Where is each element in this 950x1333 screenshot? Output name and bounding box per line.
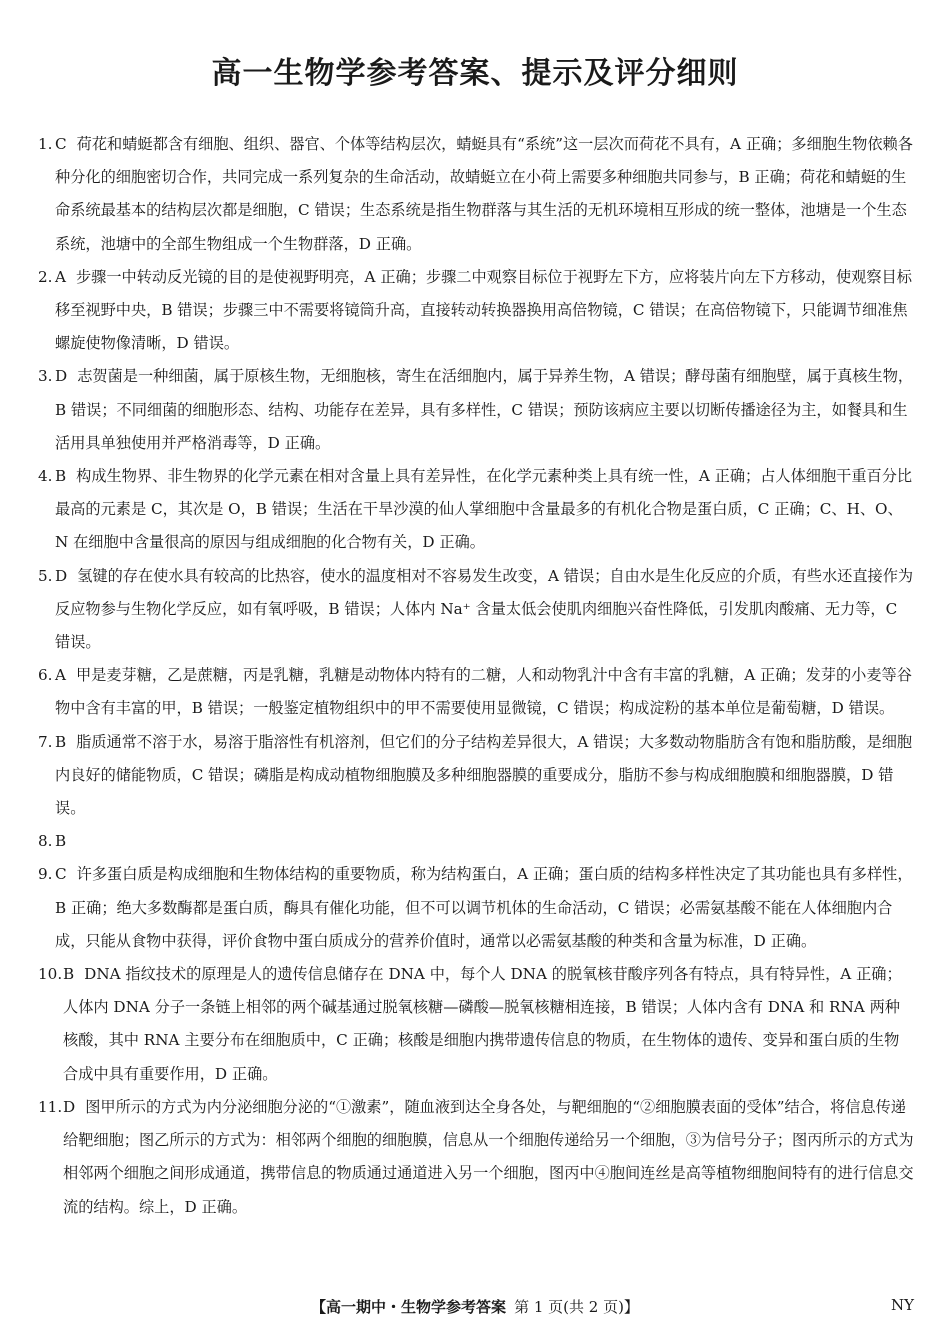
item-answer: B xyxy=(55,832,67,851)
item-explanation: DNA 指纹技术的原理是人的遗传信息储存在 DNA 中，每个人 DNA 的脱氧核苷酸序列各有特点，具有特异性，A 正确；人体内 DNA 分子一条链上相邻的两个碱基通过脱氧核糖—磷酸—脱氧核糖相连接，B 错误；人体内含有 DNA 和 RNA 两种核酸，其中 RNA 主要分布在细胞质中，C 正确；核酸是细胞内携带遗传信息的物质，在生物体的遗传、变异和蛋白质的生物合成中具有重要作用，D 正确。 xyxy=(63,965,902,1083)
item-answer: D xyxy=(55,566,68,585)
item-answer: B xyxy=(55,732,67,751)
item-number: 10. xyxy=(38,965,63,984)
item-explanation: 氢键的存在使水具有较高的比热容，使水的温度相对不容易发生改变，A 错误；自由水是生化反应的介质，有些水还直接作为反应物参与生物化学反应，如有氧呼吸，B 错误；人体内 Na⁺ 含量太低会使肌肉细胞兴奋性降低，引发肌肉酸痛、无力等，C 错误。 xyxy=(55,566,914,652)
answer-item-4 xyxy=(38,460,914,560)
item-number: 1. xyxy=(38,135,53,153)
item-number: 4. xyxy=(38,467,53,486)
answer-item-11 xyxy=(38,1091,914,1224)
item-answer: C xyxy=(55,135,67,153)
item-number: 9. xyxy=(38,865,53,884)
item-answer: B xyxy=(63,965,75,984)
answer-item-7 xyxy=(38,726,914,826)
page-footer xyxy=(0,1296,950,1317)
item-number: 6. xyxy=(38,666,53,685)
item-answer: D xyxy=(63,1097,76,1116)
item-explanation: 步骤一中转动反光镜的目的是使视野明亮，A 正确；步骤二中观察目标位于视野左下方，应将装片向左下方移动，使观察目标移至视野中央，B 错误；步骤三中不需要将镜筒升高，直接转动转换器换用高倍物镜，C 错误；在高倍物镜下，只能调节细准焦螺旋使物像清晰，D 错误。 xyxy=(55,267,912,353)
item-explanation: 脂质通常不溶于水，易溶于脂溶性有机溶剂，但它们的分子结构差异很大，A 错误；大多数动物脂肪含有饱和脂肪酸，是细胞内良好的储能物质，C 错误；磷脂是构成动植物细胞膜及多种细胞器膜的重要成分，脂肪不参与构成细胞膜和细胞器膜，D 错误。 xyxy=(55,732,913,818)
answer-item-8 xyxy=(38,825,914,858)
answer-item-1 xyxy=(38,128,914,261)
item-number: 7. xyxy=(38,732,53,751)
item-answer: A xyxy=(55,267,66,286)
footer-label: 【高一期中・生物学参考答案 xyxy=(311,1298,507,1316)
answer-item-9 xyxy=(38,858,914,958)
answer-item-2 xyxy=(38,261,914,361)
item-answer: B xyxy=(55,467,67,486)
answer-item-10 xyxy=(38,958,914,1091)
item-explanation: 志贺菌是一种细菌，属于原核生物，无细胞核，寄生在活细胞内，属于异养生物，A 错误；酵母菌有细胞壁，属于真核生物，B 错误；不同细菌的细胞形态、结构、功能存在差异，具有多样性，C 错误；预防该病应主要以切断传播途径为主，如餐具和生活用具单独使用并严格消毒等，D 正确。 xyxy=(55,367,914,452)
item-number: 8. xyxy=(38,832,53,851)
answer-item-5 xyxy=(38,560,914,660)
answer-item-3 xyxy=(38,360,914,460)
item-number: 5. xyxy=(38,566,53,585)
item-answer: D xyxy=(55,367,68,386)
answer-list xyxy=(38,128,914,1224)
answer-item-6 xyxy=(38,659,914,725)
page-number: 第 1 页(共 2 页)】 xyxy=(514,1298,639,1316)
footer-code: NY xyxy=(890,1296,914,1314)
item-explanation: 甲是麦芽糖，乙是蔗糖，丙是乳糖，乳糖是动物体内特有的二糖，人和动物乳汁中含有丰富的乳糖，A 正确；发芽的小麦等谷物中含有丰富的甲，B 错误；一般鉴定植物组织中的甲不需要使用显微镜，C 错误；构成淀粉的基本单位是葡萄糖，D 错误。 xyxy=(55,666,912,718)
item-number: 3. xyxy=(38,367,53,386)
item-number: 2. xyxy=(38,267,53,286)
item-explanation: 构成生物界、非生物界的化学元素在相对含量上具有差异性，在化学元素种类上具有统一性，A 正确；占人体细胞干重百分比最高的元素是 C，其次是 O，B 错误；生活在干旱沙漠的仙人掌细胞中含量最多的有机化合物是蛋白质，C 正确；C、H、O、N 在细胞中含量很高的原因与组成细胞的化合物有关，D 正确。 xyxy=(55,467,913,552)
item-number: 11. xyxy=(38,1097,63,1116)
item-explanation: 图甲所示的方式为内分泌细胞分泌的“①激素”，随血液到达全身各处，与靶细胞的“②细胞膜表面的受体”结合，将信息传递给靶细胞；图乙所示的方式为：相邻两个细胞的细胞膜，信息从一个细胞传递给另一个细胞，③为信号分子；图丙所示的方式为相邻两个细胞之间形成通道，携带信息的物质通过通道进入另一个细胞，图丙中④胞间连丝是高等植物细胞间特有的进行信息交流的结构。综上，D 正确。 xyxy=(63,1097,914,1216)
item-explanation: 荷花和蜻蜓都含有细胞、组织、器官、个体等结构层次，蜻蜓具有“系统”这一层次而荷花不具有，A 正确；多细胞生物依赖各种分化的细胞密切合作，共同完成一系列复杂的生命活动，故蜻蜓立在小荷上需要多种细胞共同参与，B 正确；荷花和蜻蜓的生命系统最基本的结构层次都是细胞，C 错误；生态系统是指生物群落与其生活的无机环境相互形成的统一整体，池塘是一个生态系统，池塘中的全部生物组成一个生物群落，D 正确。 xyxy=(55,135,913,253)
item-answer: A xyxy=(55,666,66,685)
item-answer: C xyxy=(55,865,67,884)
item-explanation: 许多蛋白质是构成细胞和生物体结构的重要物质，称为结构蛋白，A 正确；蛋白质的结构多样性决定了其功能也具有多样性，B 正确；绝大多数酶都是蛋白质，酶具有催化功能，但不可以调节机体的生命活动，C 错误；必需氨基酸不能在人体细胞内合成，只能从食物中获得，评价食物中蛋白质成分的营养价值时，通常以必需氨基酸的种类和含量为标准，D 正确。 xyxy=(55,865,913,950)
page-title: 高一生物学参考答案、提示及评分细则 xyxy=(211,56,739,91)
